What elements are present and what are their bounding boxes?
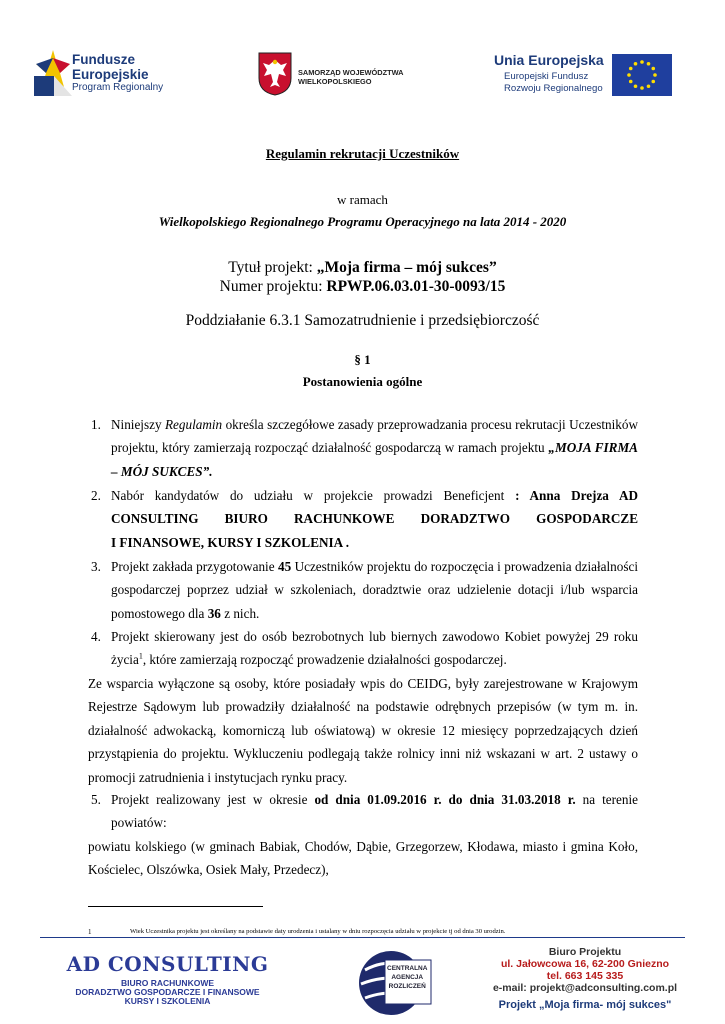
eu-star-icon <box>640 60 644 64</box>
adc-line: BIURO RACHUNKOWE <box>120 978 215 988</box>
coat-of-arms-icon <box>258 52 292 96</box>
adc-line: KURSY I SZKOLENIA <box>124 996 211 1006</box>
centralna-agencja-logo <box>357 948 433 1018</box>
ue-subtitle: Europejski Fundusz Rozwoju Regionalnego <box>504 71 603 94</box>
poddzialanie: Poddziałanie 6.3.1 Samozatrudnienie i przedsiębiorczość <box>185 312 540 329</box>
w-ramach: w ramach <box>337 192 388 207</box>
biuro-projektu <box>470 946 700 1011</box>
biuro-email[interactable]: e-mail: projekt@adconsulting.com.pl <box>492 982 678 994</box>
biuro-title: Biuro Projektu <box>548 946 622 958</box>
program-name: Wielkopolskiego Regionalnego Programu Operacyjnego na lata 2014 - 2020 <box>158 214 567 229</box>
eu-star-icon <box>647 84 651 88</box>
eu-star-icon <box>629 67 633 71</box>
ue-title: Unia Europejska <box>494 52 604 68</box>
adc-line: DORADZTWO GOSPODARCZE I FINANSOWE <box>75 987 260 997</box>
list-item: 3. Projekt zakłada przygotowanie 45 Uczestników projektu do rozpoczęcia i prowadzenia działalności gospodarczej poprzez udział w szkoleniach, doradztwie oraz udzielenie dotacji i/lub wsparcia pomostowego dla 36 z nich. <box>91 559 638 621</box>
list-item: 2. Nabór kandydatów do udziału w projekcie prowadzi Beneficjent : Anna Drejza AD CONSULTING BIURO RACHUNKOWE DORADZTWO GOSPODARCZE <box>91 488 638 527</box>
project-title: Tytuł projekt: „Moja firma – mój sukces” <box>228 259 497 276</box>
biuro-project-name: Projekt „Moja firma- mój sukces" <box>498 999 672 1011</box>
eu-flag-icon <box>612 54 672 96</box>
list-item: 4. Projekt skierowany jest do osób bezrobotnych lub biernych zawodowo Kobiet powyżej 29 roku życia$^1$, które zamierzają rozpocząć prowadzenie działalności gospodarczej. <box>91 629 638 668</box>
fe-title: Fundusze Europejskie <box>72 52 149 82</box>
section-heading: Postanowienia ogólne <box>302 374 423 389</box>
samorzad-text: SAMORZĄD WOJEWÓDZTWA WIELKOPOLSKIEGO <box>298 68 404 86</box>
eu-star-icon <box>651 80 655 84</box>
eu-star-icon <box>627 73 631 77</box>
adc-title: AD CONSULTING <box>66 952 269 976</box>
footnote-text: Wiek Uczestnika projektu jest określany na podstawie daty urodzenia i ustalany w dniu rozpoczęcia udziału w projekcie tj od dnia 30 urodzin. <box>130 928 506 935</box>
eu-star-icon <box>653 73 657 77</box>
fe-star-icon <box>34 48 72 98</box>
eu-star-icon <box>647 62 651 66</box>
biuro-phone: tel. 663 145 335 <box>546 970 624 982</box>
powiat-paragraph: powiatu kolskiego (w gminach Babiak, Chodów, Dąbie, Grzegorzew, Kłodawa, miasto i gmina Koło, Kościelec, Olszówka, Osiek Mały, Przedecz), <box>88 839 638 878</box>
samorzad-logo <box>258 52 408 98</box>
list-item: 1. Niniejszy Regulamin określa szczegółowe zasady przeprowadzania procesu rekrutacji Uczestników projektu, który zamierzają rozpocząć działalność gospodarczą w ramach projektu „MOJA FIRMA – MÓJ SUKCES”. <box>91 417 638 479</box>
unia-europejska-logo <box>494 50 674 100</box>
footnote-number: 1 <box>88 928 92 936</box>
eu-star-icon <box>634 62 638 66</box>
list-item: 5. Projekt realizowany jest w okresie od dnia 01.09.2016 r. do dnia 31.03.2018 r. na terenie powiatów: <box>91 792 638 831</box>
car-text: CENTRALNA AGENCJA ROZLICZEŃ <box>387 965 428 990</box>
eu-star-icon <box>634 84 638 88</box>
fe-subtitle: Program Regionalny <box>72 82 164 93</box>
document-title: Regulamin rekrutacji Uczestników <box>265 146 460 161</box>
ad-consulting-logo <box>60 952 275 1012</box>
paragraph-number: § 1 <box>354 352 371 367</box>
project-number: Numer projektu: RPWP.06.03.01-30-0093/15 <box>219 278 506 295</box>
eu-star-icon <box>640 86 644 90</box>
footnote-divider <box>88 906 263 907</box>
eu-star-icon <box>651 67 655 71</box>
list-item-continuation: I FINANSOWE, KURSY I SZKOLENIA . <box>111 535 350 550</box>
fundusze-europejskie-logo <box>34 46 174 98</box>
eu-star-icon <box>629 80 633 84</box>
biuro-address: ul. Jałowcowa 16, 62-200 Gniezno <box>500 958 670 970</box>
exclusion-paragraph: Ze wsparcia wyłączone są osoby, które posiadały wpis do CEIDG, były zarejestrowane w Krajowym Rejestrze Sądowym lub prowadziły działalność na podstawie odrębnych przepisów (w tym m. in. działalność adwokacką, komorniczą lub oświatową) w okresie 12 miesięcy poprzedzających dzień przystąpienia do projektu. Wykluczeniu podlegają także rolnicy inni niż wskazani w art. 2 ustawy o promocji zatrudnienia i instytucjach rynku pracy. <box>88 676 638 785</box>
footer-divider <box>40 937 685 938</box>
